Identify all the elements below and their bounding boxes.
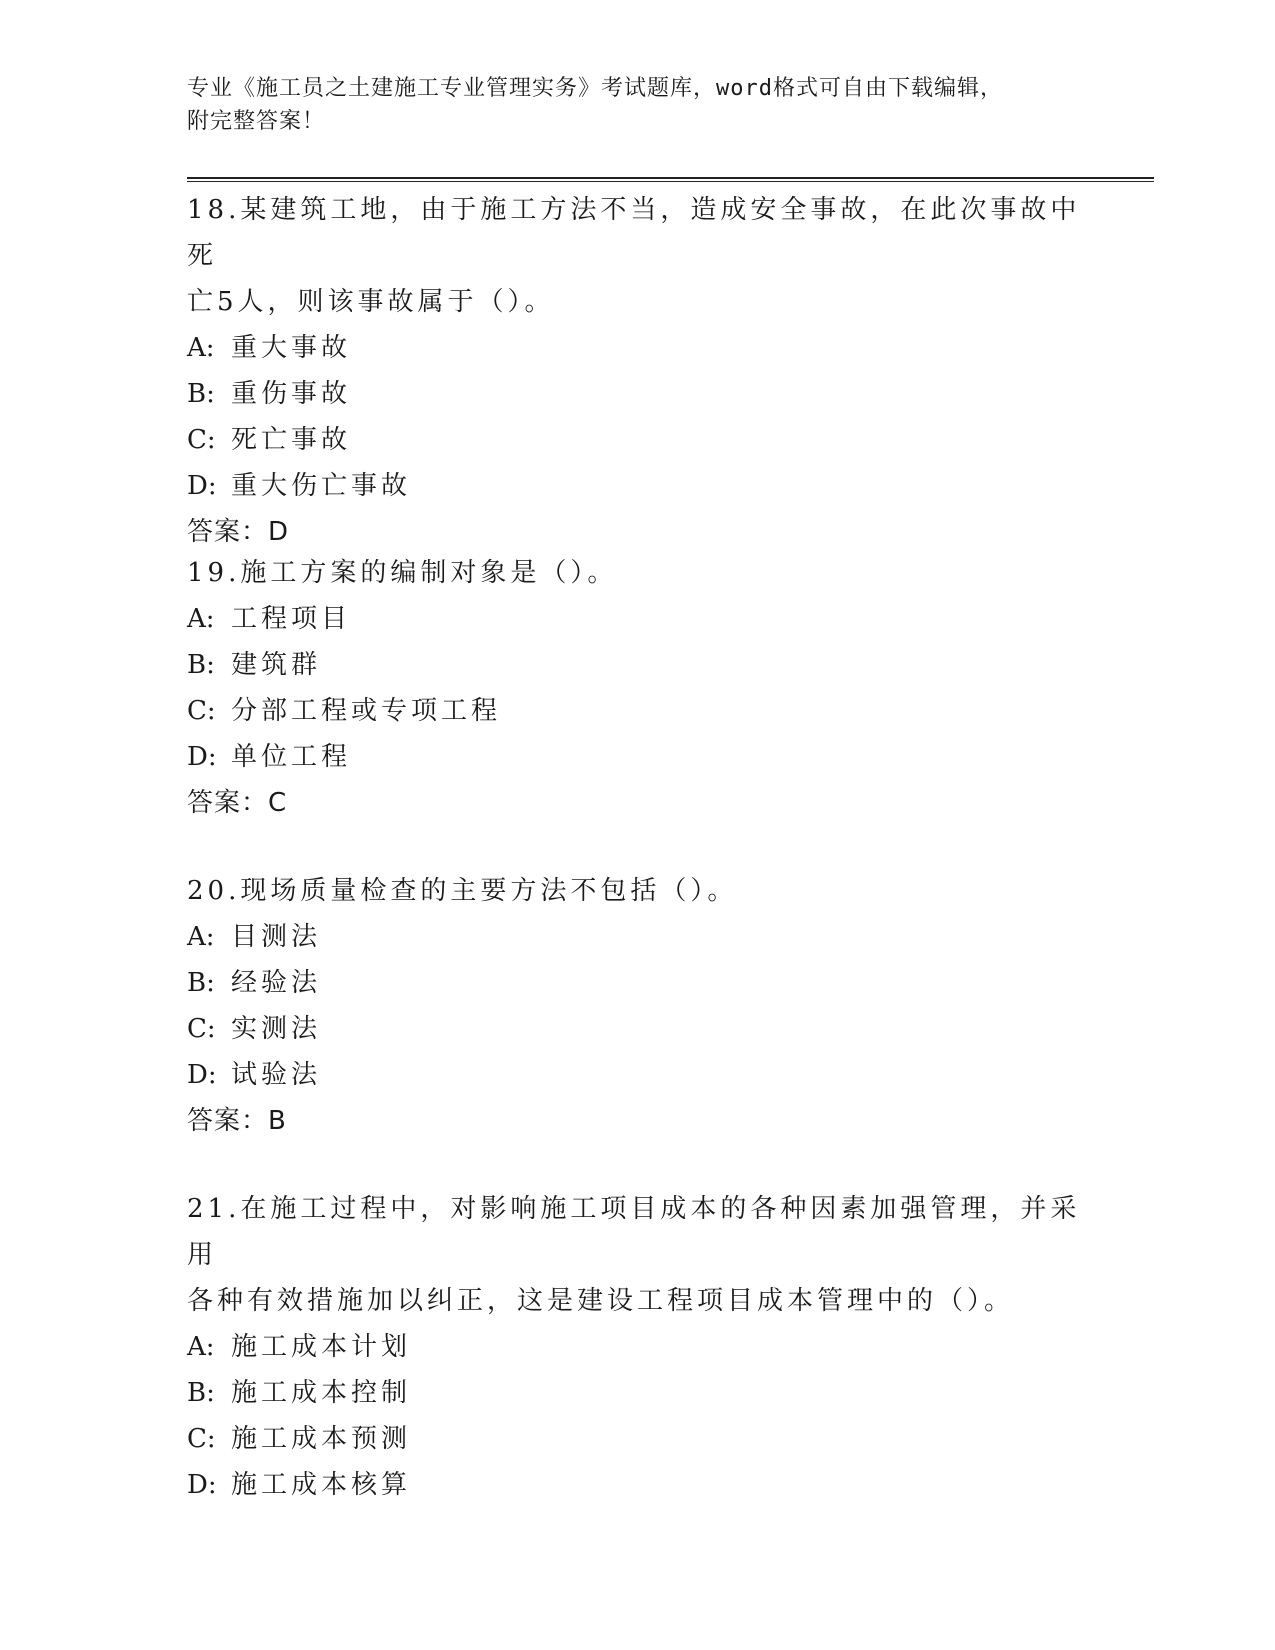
option-text: 经验法 (231, 968, 322, 998)
option-label: A: (187, 604, 215, 634)
option-d (187, 1462, 1087, 1508)
option-label: D: (187, 1470, 217, 1500)
option-d (187, 1052, 1087, 1098)
option-text: 施工成本控制 (231, 1378, 412, 1408)
option-label: C: (187, 696, 216, 726)
option-text: 施工成本预测 (231, 1424, 412, 1454)
answer: 答案：C (187, 788, 288, 818)
option-label: A: (187, 922, 215, 952)
option-b (187, 1370, 1087, 1416)
option-b (187, 960, 1087, 1006)
option-a (187, 596, 1087, 642)
header-line-2: 附完整答案！ (187, 109, 326, 134)
option-b (187, 371, 1087, 417)
option-text: 死亡事故 (231, 425, 352, 455)
option-a (187, 914, 1087, 960)
option-label: C: (187, 425, 216, 455)
option-label: B: (187, 1378, 215, 1408)
option-text: 实测法 (231, 1014, 322, 1044)
option-label: D: (187, 742, 217, 772)
option-c (187, 1006, 1087, 1052)
option-text: 施工成本核算 (231, 1470, 412, 1500)
question-stem-line: 各种有效措施加以纠正，这是建设工程项目成本管理中的（）。 (187, 1286, 1015, 1316)
question-19 (187, 550, 1087, 826)
option-text: 分部工程或专项工程 (231, 696, 502, 726)
option-d (187, 463, 1087, 509)
option-label: A: (187, 333, 215, 363)
answer: 答案：D (187, 517, 290, 547)
option-a (187, 325, 1087, 371)
option-text: 建筑群 (231, 650, 322, 680)
option-a (187, 1324, 1087, 1370)
question-stem-line: 19.施工方案的编制对象是（）。 (187, 558, 618, 588)
option-label: B: (187, 650, 215, 680)
option-label: D: (187, 1060, 217, 1090)
option-c (187, 688, 1087, 734)
option-label: A: (187, 1332, 215, 1362)
option-text: 单位工程 (231, 742, 352, 772)
question-stem-line: 20.现场质量检查的主要方法不包括（）。 (187, 876, 738, 906)
header-rule-thick (187, 177, 1154, 179)
question-stem-line: 18.某建筑工地，由于施工方法不当，造成安全事故，在此次事故中死 (187, 195, 1081, 271)
header-line-1: 专业《施工员之土建施工专业管理实务》考试题库，word格式可自由下载编辑， (187, 76, 1003, 101)
option-label: C: (187, 1424, 216, 1454)
question-stem-line: 21.在施工过程中，对影响施工项目成本的各种因素加强管理，并采用 (187, 1194, 1081, 1270)
answer: 答案：B (187, 1106, 287, 1136)
option-label: C: (187, 1014, 216, 1044)
document-page (187, 0, 1154, 1650)
option-label: D: (187, 471, 217, 501)
question-stem-line: 亡5人，则该事故属于（）。 (187, 287, 555, 317)
option-d (187, 734, 1087, 780)
question-18 (187, 187, 1087, 555)
option-label: B: (187, 379, 215, 409)
option-text: 试验法 (231, 1060, 322, 1090)
question-20 (187, 868, 1087, 1144)
option-label: B: (187, 968, 215, 998)
option-text: 工程项目 (231, 604, 352, 634)
document-header (187, 72, 1047, 138)
option-text: 施工成本计划 (231, 1332, 412, 1362)
option-c (187, 417, 1087, 463)
option-text: 重伤事故 (231, 379, 352, 409)
header-rule-thin (187, 181, 1154, 182)
option-text: 目测法 (231, 922, 322, 952)
option-c (187, 1416, 1087, 1462)
question-21 (187, 1186, 1087, 1508)
option-b (187, 642, 1087, 688)
option-text: 重大伤亡事故 (231, 471, 412, 501)
option-text: 重大事故 (231, 333, 352, 363)
